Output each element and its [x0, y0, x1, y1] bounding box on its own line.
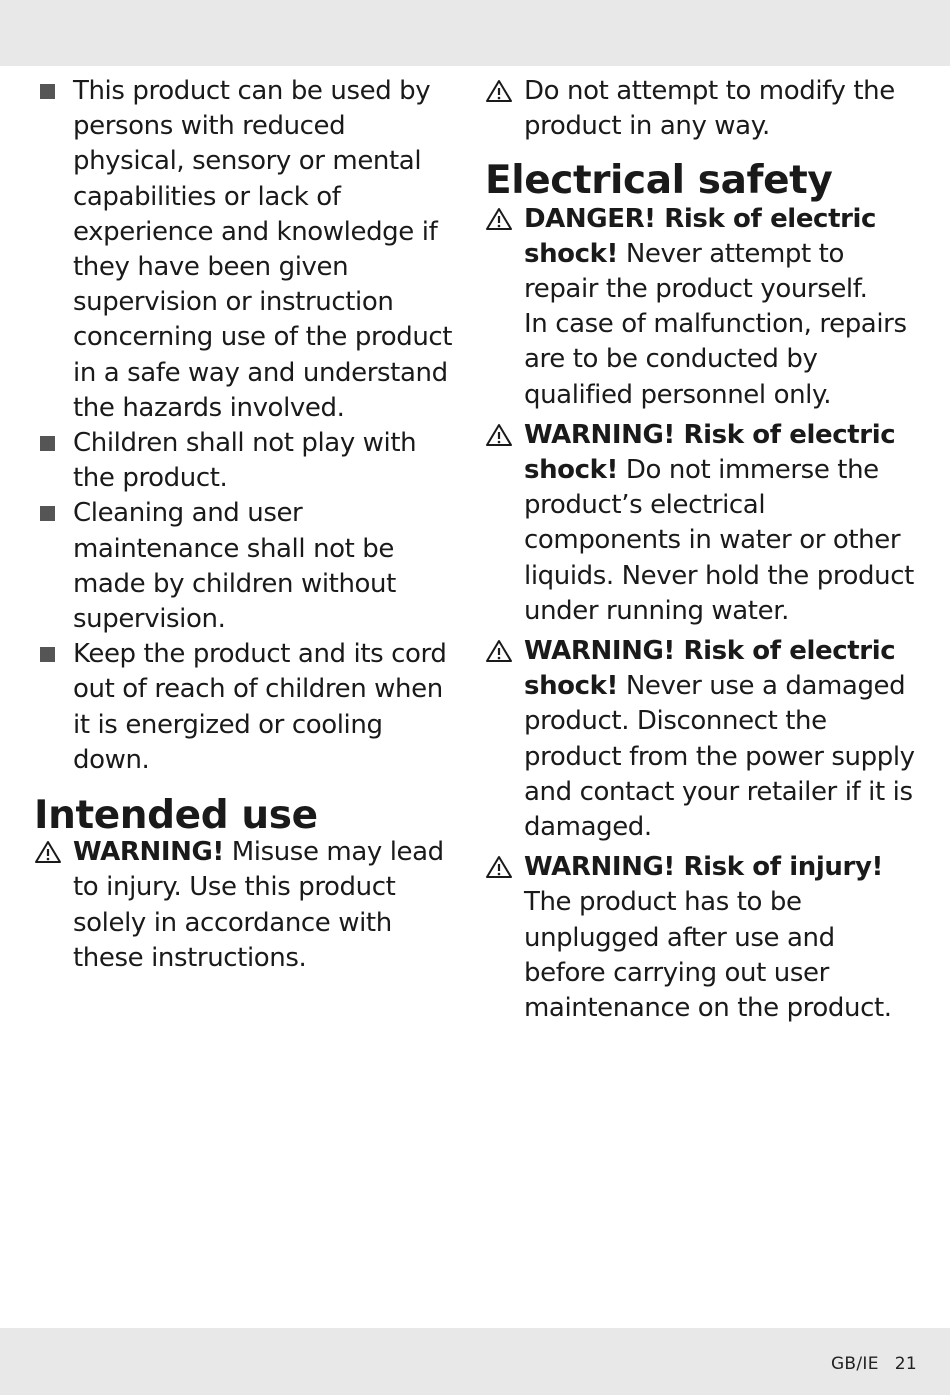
left-column	[34, 74, 462, 981]
injury-warning	[485, 850, 920, 1026]
list-item	[34, 426, 462, 496]
intended-use-heading: Intended use	[34, 793, 318, 839]
warning-text: Never attempt to repair the product yourself.	[524, 238, 868, 305]
region-code: GB/IE	[830, 1354, 879, 1374]
warning-text: Do not attempt to modify the product in any way.	[524, 76, 895, 142]
warning-label: DANGER! Risk of electric shock!	[524, 203, 877, 269]
page-number: 21	[894, 1354, 917, 1374]
square-bullet-icon	[40, 436, 55, 451]
list-item	[34, 496, 462, 637]
warning-triangle-icon	[34, 840, 62, 864]
warning-text: Never use a damaged product. Disconnect the product from the power supply and contact your retailer if it is damaged.	[524, 671, 915, 843]
warning-triangle-icon	[485, 423, 513, 447]
electrical-warning	[485, 418, 920, 629]
bullet-text: Cleaning and user maintenance shall not be made by children without supervision.	[73, 498, 396, 635]
bullet-text: Keep the product and its cord out of reach of children when it is energized or cooling down.	[73, 639, 447, 775]
warning-label: WARNING! Risk of electric shock!	[524, 419, 896, 486]
warning-triangle-icon	[485, 855, 513, 879]
warning-text-continued: In case of malfunction, repairs are to be conducted by qualified personnel only.	[524, 309, 907, 410]
bullet-text: This product can be used by persons with reduced physical, sensory or mental capabilities or lack of experience and knowledge if they have been given supervision or instruction concerning use of the product in a safe way and understand the hazards involved.	[73, 76, 453, 423]
footer-band	[0, 1328, 950, 1395]
warning-text: Do not immerse the product’s electrical components in water or other liquids. Never hold the product under running water.	[524, 455, 914, 626]
square-bullet-icon	[40, 84, 55, 99]
modify-warning	[485, 74, 920, 144]
warning-text: The product has to be unplugged after use and before carrying out user maintenance on the product.	[524, 887, 892, 1024]
warning-triangle-icon	[485, 207, 513, 231]
warning-label: WARNING! Risk of electric shock!	[524, 636, 896, 702]
warning-label: WARNING!	[73, 837, 224, 868]
right-column	[485, 74, 920, 1031]
list-item	[34, 637, 462, 778]
square-bullet-icon	[40, 506, 55, 521]
electrical-safety-heading: Electrical safety	[485, 158, 833, 204]
header-band	[0, 0, 950, 66]
warning-label: WARNING! Risk of injury!	[524, 852, 883, 883]
bullet-text: Children shall not play with the product.	[73, 428, 417, 494]
warning-triangle-icon	[485, 639, 513, 663]
electrical-warning	[485, 202, 920, 413]
intended-use-warning	[34, 835, 462, 976]
electrical-warning	[485, 634, 920, 845]
footer	[831, 1354, 917, 1374]
warning-text: Misuse may lead to injury. Use this product solely in accordance with these instructions.	[73, 837, 444, 973]
warning-triangle-icon	[485, 79, 513, 103]
list-item	[34, 74, 462, 426]
square-bullet-icon	[40, 647, 55, 662]
